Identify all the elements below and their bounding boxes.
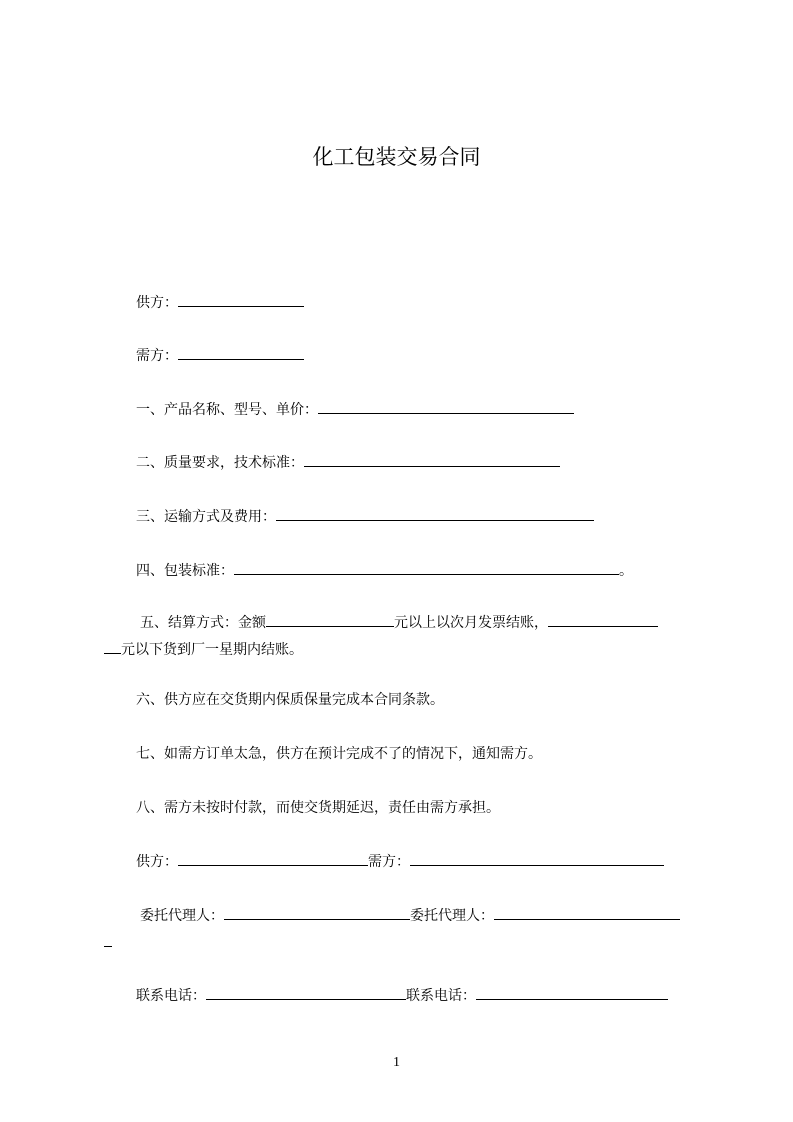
clause-5-line-1 xyxy=(104,612,740,633)
agent-left-blank xyxy=(224,905,410,920)
agent-left-label: 委托代理人： xyxy=(140,908,224,924)
sign-supplier-label: 供方： xyxy=(136,854,178,870)
contract-title: 化工包装交易合同 xyxy=(312,145,481,169)
clause-8 xyxy=(104,798,736,818)
clause-1-blank xyxy=(318,399,574,414)
sign-buyer-label: 需方： xyxy=(368,854,410,870)
clause-8-text: 八、需方未按时付款，而使交货期延迟，责任由需方承担。 xyxy=(136,800,500,816)
agent-right-blank xyxy=(494,905,680,920)
agent-line-2 xyxy=(104,932,704,953)
clause-2 xyxy=(104,452,736,473)
clause-5-line-2 xyxy=(104,639,704,660)
clause-3 xyxy=(104,506,736,527)
sign-supplier-blank xyxy=(178,851,368,866)
agent-right-blank-cont xyxy=(104,932,112,947)
clause-5-amount-blank xyxy=(266,612,394,627)
clause-4 xyxy=(104,560,736,581)
clause-3-blank xyxy=(276,506,594,521)
buyer-label: 需方： xyxy=(136,348,178,364)
agent-right-label: 委托代理人： xyxy=(410,908,494,924)
clause-1 xyxy=(104,399,736,420)
phone-right-label: 联系电话： xyxy=(406,988,476,1004)
phone-right-blank xyxy=(476,985,668,1000)
clause-2-text: 二、质量要求，技术标准： xyxy=(136,455,304,471)
buyer-blank xyxy=(178,345,304,360)
clause-4-end: 。 xyxy=(619,563,633,579)
supplier-line xyxy=(104,292,736,313)
clause-5-blank-3 xyxy=(104,639,121,654)
phone-left-label: 联系电话： xyxy=(136,988,206,1004)
supplier-blank xyxy=(178,292,304,307)
clause-5-text-c: 元以下货到厂一星期内结账。 xyxy=(121,642,303,658)
supplier-label: 供方： xyxy=(136,295,178,311)
signature-line xyxy=(104,851,736,872)
clause-5-text-a: 五、结算方式：金额 xyxy=(140,615,266,631)
clause-6-text: 六、供方应在交货期内保质保量完成本合同条款。 xyxy=(136,692,444,708)
clause-5-text-b: 元以上以次月发票结账， xyxy=(394,615,548,631)
page-number: 1 xyxy=(393,1055,400,1070)
sign-buyer-blank xyxy=(410,851,664,866)
phone-left-blank xyxy=(206,985,406,1000)
agent-line xyxy=(104,905,740,926)
clause-4-blank xyxy=(234,560,619,575)
clause-7-text: 七、如需方订单太急，供方在预计完成不了的情况下，通知需方。 xyxy=(136,746,542,762)
clause-1-text: 一、产品名称、型号、单价： xyxy=(136,402,318,418)
clause-7 xyxy=(104,744,736,764)
phone-line xyxy=(104,985,736,1006)
clause-6 xyxy=(104,690,736,710)
clause-4-text: 四、包装标准： xyxy=(136,563,234,579)
clause-5-blank-2 xyxy=(548,612,658,627)
clause-2-blank xyxy=(304,452,560,467)
clause-3-text: 三、运输方式及费用： xyxy=(136,509,276,525)
buyer-line xyxy=(104,345,736,366)
